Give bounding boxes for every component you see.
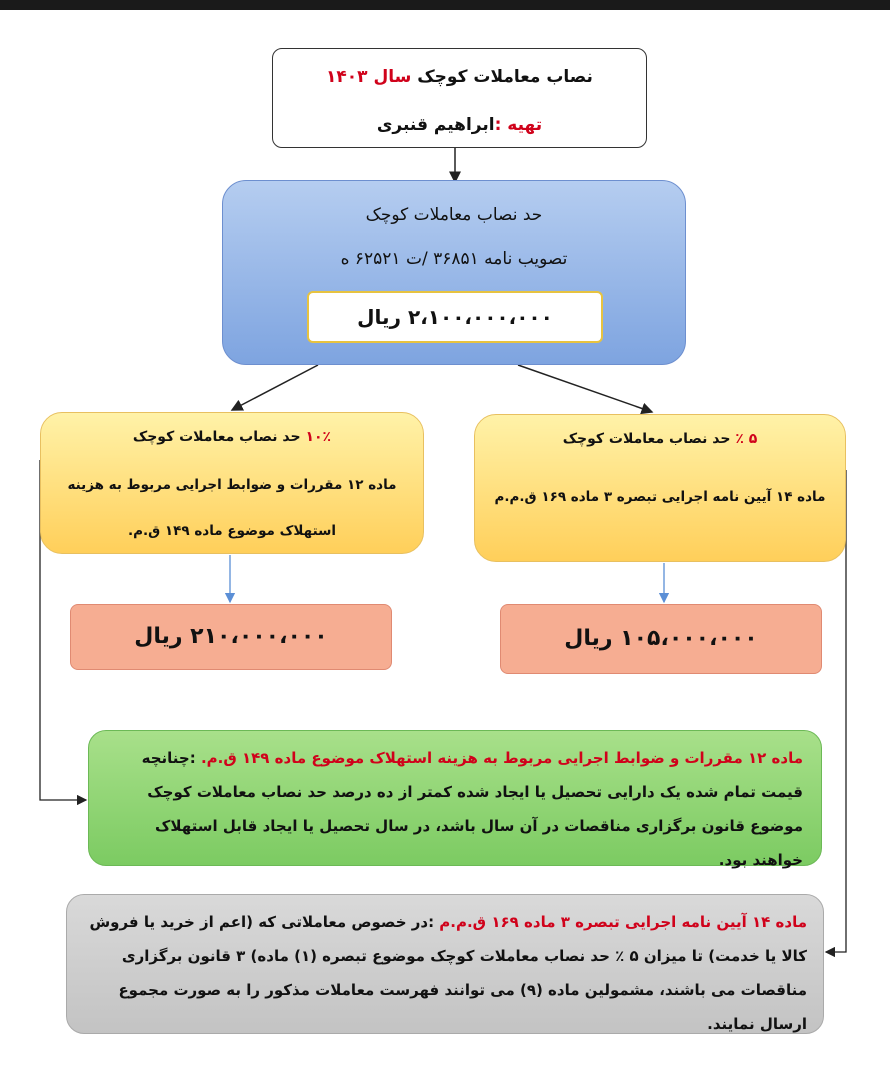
ten-percent-title	[41, 429, 423, 445]
article-12-note	[88, 730, 822, 869]
five-percent-title	[475, 431, 845, 447]
five-percent-line2: ماده ۱۴ آیین نامه اجرایی تبصره ۳ ماده ۱۶۹ ق.م.م	[494, 489, 826, 505]
prepared-label: تهیه :	[494, 115, 543, 135]
article-12-heading: ماده ۱۲ مقررات و ضوابط اجرایی مربوط به هزینه استهلاک موضوع ماده ۱۴۹ ق.م.	[200, 749, 803, 767]
five-percent-amount: ۱۰۵،۰۰۰،۰۰۰ ریال	[500, 604, 822, 674]
ten-percent-title-rest: حد نصاب معاملات کوچک	[132, 429, 306, 445]
article-14-heading: ماده ۱۴ آیین نامه اجرایی تبصره ۳ ماده ۱۶۹ ق.م.م	[439, 913, 807, 931]
title-line	[273, 67, 646, 87]
limit-box	[222, 180, 686, 365]
title-year: سال ۱۴۰۳	[326, 67, 412, 87]
five-percent-box	[474, 414, 846, 562]
title-box	[272, 48, 647, 148]
article-14-body: :در خصوص معاملاتی که (اعم از خرید یا فروش کالا یا خدمت) تا میزان ۵ ٪ حد نصاب معاملات کوچک موضوع تبصره (۱) ماده) ۳ قانون برگزاری مناقصات می باشند، مشمولین ماده (۹) می توانند فهرست معاملات مذکور را به صورت مجموع ارسال نمایند.	[89, 913, 807, 1033]
ten-percent-value: ۱۰٪	[305, 429, 332, 445]
article-12-paragraph	[107, 741, 803, 877]
five-percent-title-rest: حد نصاب معاملات کوچک	[562, 431, 736, 447]
limit-title: حد نصاب معاملات کوچک	[365, 205, 543, 225]
ten-percent-box	[40, 412, 424, 554]
arrow-limit-to-right	[518, 365, 652, 412]
ten-percent-amount: ۲۱۰،۰۰۰،۰۰۰ ریال	[70, 604, 392, 670]
title-main: نصاب معاملات کوچک	[417, 67, 593, 87]
five-percent-value: ۵ ٪	[735, 431, 758, 447]
limit-amount: ۲،۱۰۰،۰۰۰،۰۰۰ ریال	[307, 291, 603, 343]
limit-approval: تصویب نامه ۳۶۸۵۱ /ت ۶۲۵۲۱ ه	[340, 249, 568, 269]
ten-percent-line2: ماده ۱۲ مقررات و ضوابط اجرایی مربوط به هزینه	[67, 477, 397, 493]
ten-percent-line3: استهلاک موضوع ماده ۱۴۹ ق.م.	[127, 523, 337, 539]
arrow-limit-to-left	[232, 365, 318, 410]
article-12-body: :چنانچه قیمت تمام شده یک دارایی تحصیل یا ایجاد شده کمتر از ده درصد حد نصاب معاملات کوچک موضوع قانون برگزاری مناقصات در آن سال باشد، در سال تحصیل یا ایجاد قابل استهلاک خواهند بود.	[141, 749, 803, 869]
prepared-name: ابراهیم قنبری	[376, 115, 495, 135]
article-14-paragraph	[83, 905, 807, 1041]
prepared-line	[273, 115, 646, 135]
article-14-note	[66, 894, 824, 1034]
